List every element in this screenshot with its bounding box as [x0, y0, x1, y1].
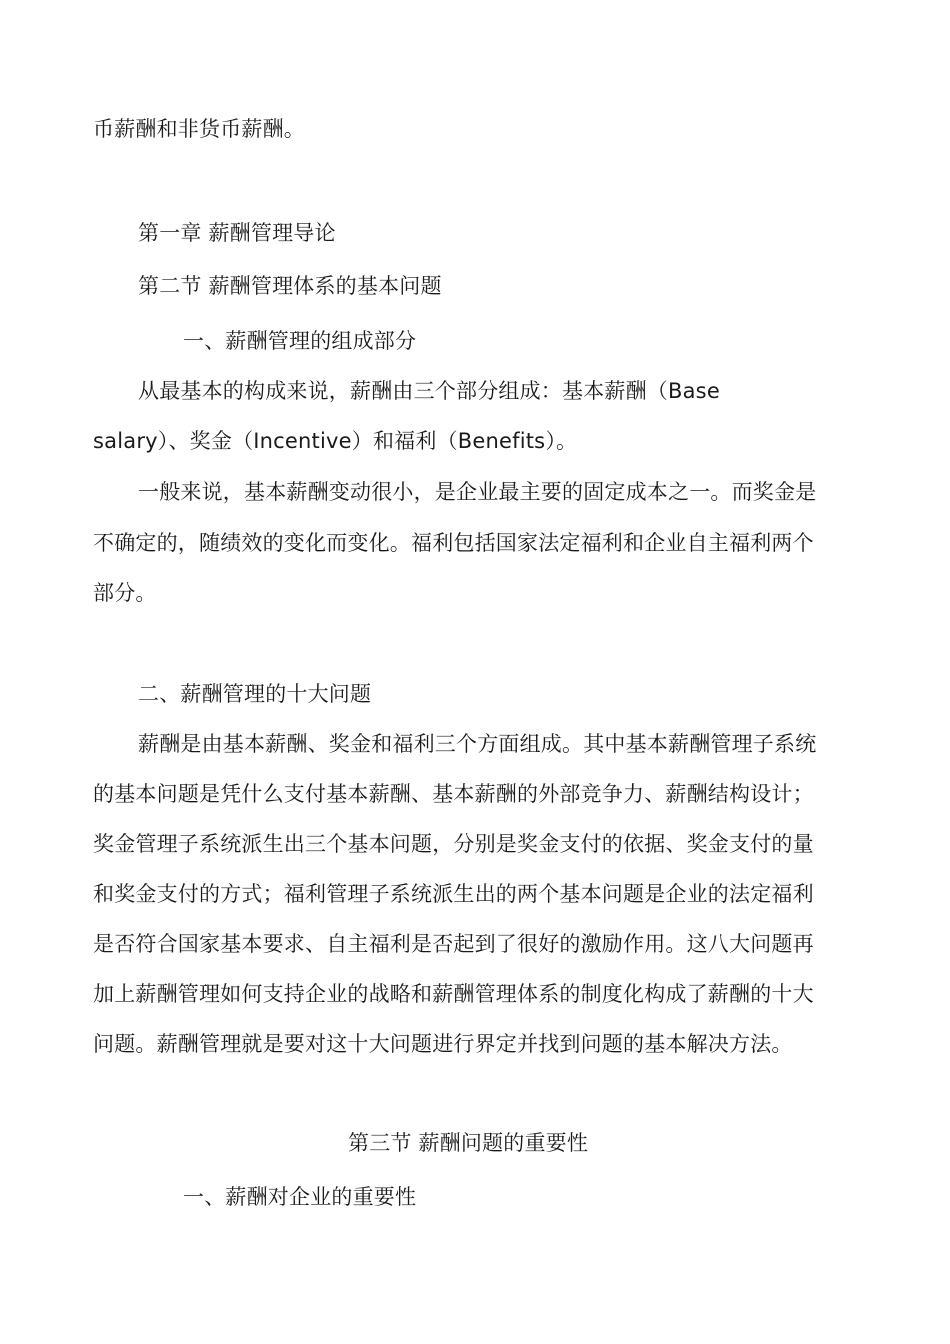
paragraph-line: 是否符合国家基本要求、自主福利是否起到了很好的激励作用。这八大问题再	[93, 932, 814, 956]
paragraph-line: 奖金管理子系统派生出三个基本问题，分别是奖金支付的依据、奖金支付的量	[93, 832, 814, 856]
paragraph-line: 的基本问题是凭什么支付基本薪酬、基本薪酬的外部竞争力、薪酬结构设计；	[93, 782, 814, 806]
paragraph-line: 部分。	[93, 581, 157, 605]
section-heading: 第二节 薪酬管理体系的基本问题	[138, 274, 442, 298]
chapter-heading: 第一章 薪酬管理导论	[138, 221, 336, 245]
paragraph-continuation: 币薪酬和非货币薪酬。	[93, 117, 305, 141]
paragraph-line: 薪酬是由基本薪酬、奖金和福利三个方面组成。其中基本薪酬管理子系统	[138, 732, 817, 756]
paragraph-line: 不确定的，随绩效的变化而变化。福利包括国家法定福利和企业自主福利两个	[93, 531, 814, 555]
paragraph-line: 一般来说，基本薪酬变动很小，是企业最主要的固定成本之一。而奖金是	[138, 480, 817, 504]
section-heading-centered: 第三节 薪酬问题的重要性	[348, 1131, 589, 1155]
subsection-heading: 一、薪酬管理的组成部分	[183, 329, 417, 353]
paragraph-line: 从最基本的构成来说，薪酬由三个部分组成：基本薪酬（Base	[138, 379, 720, 403]
subsection-heading: 一、薪酬对企业的重要性	[183, 1185, 417, 1209]
paragraph-line: 问题。薪酬管理就是要对这十大问题进行界定并找到问题的基本解决方法。	[93, 1032, 793, 1056]
paragraph-line: 和奖金支付的方式；福利管理子系统派生出的两个基本问题是企业的法定福利	[93, 882, 814, 906]
subsection-heading: 二、薪酬管理的十大问题	[138, 682, 372, 706]
paragraph-line: salary）、奖金（Incentive）和福利（Benefits）。	[93, 429, 578, 453]
paragraph-line: 加上薪酬管理如何支持企业的战略和薪酬管理体系的制度化构成了薪酬的十大	[93, 982, 814, 1006]
